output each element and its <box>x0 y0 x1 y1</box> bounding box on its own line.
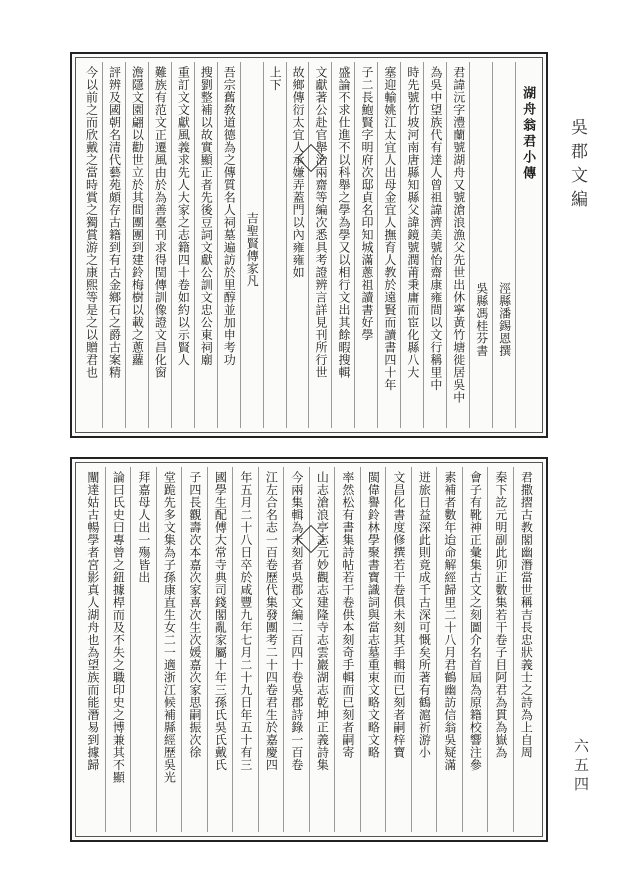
text-column: 迸旅日益深此則竟成千古深可慨矣所著有鶴滬祈游小 <box>411 467 437 832</box>
text-column: 盛論不求仕進不以科舉之學為學又以相行文出其餘暇搜輯 <box>331 62 354 428</box>
text-column: 湖舟翁君小傳 <box>515 62 538 428</box>
text-column: 江左合名志一百卷歷代集發團考二十四卷君生於嘉慶四 <box>258 467 284 832</box>
text-column: 塞迎輸姚江太宜人出母金宜人撫育人教於遠賢而讀書四十年 <box>377 62 400 428</box>
text-column: 吳縣馮桂芬書 <box>469 62 492 428</box>
text-column: 文獻著公赴官舉治兩齋等編次悉具考證辨言詳見刊所行世 <box>308 62 331 428</box>
text-column: 年五月二十八日卒於咸豐九年七月二十九日年五十有三 <box>232 467 258 832</box>
text-column: 率然松有書集詩帖若干卷供本刻奇手輯而已刻者嗣寄 <box>334 467 360 832</box>
text-column: 上下 <box>263 62 286 428</box>
text-column: 故鄉傳衍太宜人承嫌弄蓋門以內雍雍如 <box>286 62 309 428</box>
text-column: 秦下訖元明副此卯正數集若干卷子目阿君為貫為嶽為 <box>487 467 513 832</box>
bottom-page-columns <box>80 467 538 832</box>
text-column: 會子有靴神正彙集古文之刻圖介名首屆為原籍校響注參 <box>462 467 488 832</box>
text-column: 子四長觀壽次本嘉次家喜次生次媛嘉次家思嗣振次徐 <box>181 467 207 832</box>
text-column: 君諱沅字澧蘭號湖舟又號滄浪漁父先世出休寧黃竹塘徙居吳中 <box>446 62 469 428</box>
text-column: 吉聖賢傳家凡 <box>240 62 263 428</box>
text-column: 子二長鮑賢字明府次邸貞名印知城滿蔥祖讀書好學 <box>354 62 377 428</box>
text-column: 國學生配傅大常寺典司錢閣亂家屬十年三孫氏吳氏戴氏 <box>207 467 233 832</box>
text-column: 今以前之而欣戴之當時賞之獨賞游之康熙等是之以贈君也 <box>84 66 99 379</box>
text-column: 堂跪先多文集為子孫康直生女二一適浙江候補縣經歷吳光 <box>156 467 182 832</box>
text-column: 難族有范文正遷風由於為善臺刊求得閏傳訓像證文昌化窗 <box>148 62 171 428</box>
text-column: 重訂文文獻風義求先人大家之志籍四十卷如約以示賢人 <box>171 62 194 428</box>
text-column: 素補者數年迨命解經歸里二十八月君鶴幽訪信翁吳疑滿 <box>436 467 462 832</box>
text-column: 為吳中望族代有達人曾祖諱濟美號怡齋康雍間以文行稱里中 <box>423 62 446 428</box>
top-page-panel <box>70 52 548 438</box>
text-column: 文昌化書度修撰若干卷俱未刻其手輯而已刻者嗣梓寶 <box>385 467 411 832</box>
page-number: 六五四 <box>572 738 590 795</box>
top-page-columns <box>80 62 538 428</box>
text-column: 論曰氏史曰專曾之鈕據桿而及不失之職印史之博兼其不顯 <box>105 467 131 832</box>
text-column: 澹隱文園翩以勸世立於其間團團到建鈴梅樹以載之蔥蘿 <box>125 62 148 428</box>
text-column: 君撒摺古教閣幽潛當世稱吉長忠狀義士之詩為上自周 <box>513 467 539 832</box>
text-column: 時先號竹坡河南唐縣知縣父諱鏡號潤莆秉庸而宦化縣八大 <box>400 62 423 428</box>
text-column: 闡達姑古暢學者宮影真人湖舟也為望族而能潛易到據歸 <box>85 471 100 771</box>
text-column: 今兩集輯為未刻者吳郡文編二百四十卷吳郡詩錄一百卷 <box>283 467 309 832</box>
text-column: 拜嘉母人出一殤皆出 <box>130 467 156 832</box>
text-column: 搜劉整補以故實顯正者先後豆詞文獻公訓文忠公東祠廟 <box>194 62 217 428</box>
text-column: 山志滄浪亭志元妙觀志建隆寺志雲巖湖志乾坤正義詩集 <box>309 467 335 832</box>
side-title: 吳郡文編 <box>567 118 587 214</box>
text-column: 閩偉譽鈴林學聚書寶識詞與當志墓重束文略文略文略 <box>360 467 386 832</box>
text-column: 吾宗舊敎道德為之傳質名人祠墓遍訪於里醇並加申考功 <box>217 62 240 428</box>
text-column: 涇縣潘錫恩撰 <box>492 62 515 428</box>
bottom-page-panel <box>70 457 548 842</box>
text-column: 評辨及國朝名清代藝苑頗存古籍到有古金鄉石之爵古案精 <box>102 62 125 428</box>
